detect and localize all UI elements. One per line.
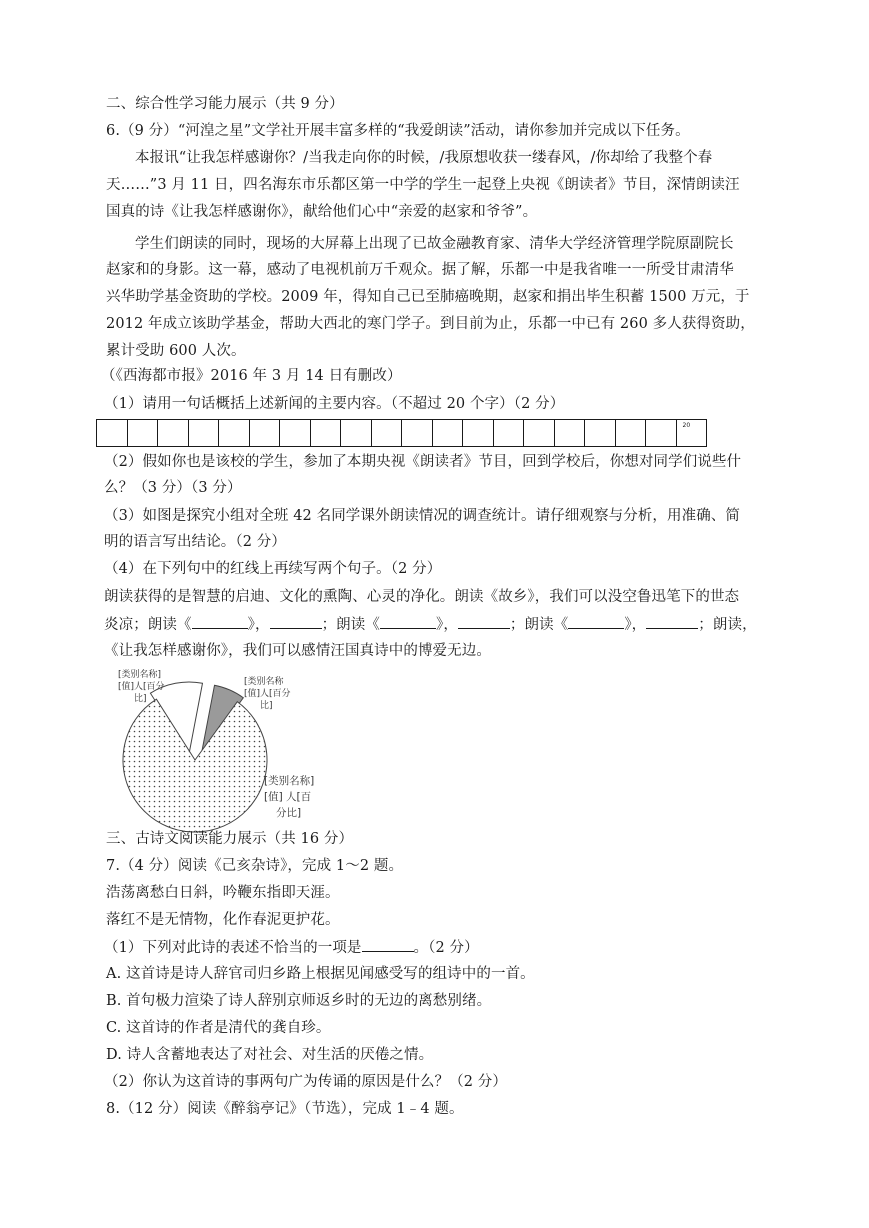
answer-cell[interactable]	[158, 420, 189, 446]
q6-passage-line: 国真的诗《让我怎样感谢你》，献给他们心中“亲爱的赵家和爷爷”。	[106, 204, 538, 220]
answer-cell[interactable]	[341, 420, 372, 446]
reading-survey-pie-chart	[112, 664, 342, 836]
q6-passage-line: 赵家和的身影。这一幕，感动了电视机前万千观众。据了解，乐都一中是我省唯一一所受甘肃清华	[106, 262, 734, 278]
q6-sub3-line: 明的语言写出结论。（2 分）	[104, 534, 286, 550]
fill-blank[interactable]	[192, 614, 248, 629]
answer-cell[interactable]	[250, 420, 281, 446]
option-b: B. 首句极力渲染了诗人辞别京师返乡时的无边的离愁别绪。	[106, 993, 492, 1009]
pie-label: [值]人[百分	[244, 689, 291, 699]
answer-cell[interactable]	[189, 420, 220, 446]
pie-label: [值]人[百分	[118, 682, 165, 692]
q6-stem: 6.（9 分）“河湟之星”文学社开展丰富多样的“我爱朗读”活动，请你参加并完成以下任务。	[106, 123, 690, 139]
q6-passage-line: 天……”3 月 11 日，四名海东市乐都区第一中学的学生一起登上央视《朗读者》节目，深情朗读汪	[106, 177, 740, 193]
q6-passage-line: 2012 年成立该助学基金，帮助大西北的寒门学子。到目前为止，乐都一中已有 260 多人获得资助，	[106, 316, 755, 332]
answer-cell[interactable]	[128, 420, 159, 446]
pie-label: [类别名称	[244, 677, 284, 687]
pie-label: 比]	[134, 694, 147, 704]
answer-cell[interactable]	[311, 420, 342, 446]
q6-passage-line: 本报讯“让我怎样感谢你？/当我走向你的时候，/我原想收获一缕春风，/你却给了我整个春	[135, 150, 713, 166]
answer-cell[interactable]	[402, 420, 433, 446]
pie-label: [值] 人[百	[264, 791, 312, 803]
fill-blank[interactable]	[646, 614, 698, 629]
answer-cell[interactable]	[97, 420, 128, 446]
answer-cell-20[interactable]	[677, 420, 708, 446]
fill-blank[interactable]	[568, 614, 624, 629]
q6-sub1: （1）请用一句话概括上述新闻的主要内容。（不超过 20 个字）（2 分）	[104, 396, 565, 412]
q6-passage-line: 兴华助学基金资助的学校。2009 年，得知自己已至肺癌晚期，赵家和捐出毕生积蓄 1500 万元，于	[106, 289, 750, 305]
grid-count-mark: 20	[682, 422, 691, 429]
pie-label: 分比]	[276, 807, 302, 819]
q6-sub4-sentence: 朗读获得的是智慧的启迪、文化的熏陶、心灵的净化。朗读《故乡》，我们可以没空鲁迅笔下的世态	[104, 589, 740, 605]
q6-sub3-line: （3）如图是探究小组对全班 42 名同学课外朗读情况的调查统计。请仔细观察与分析，用准确、简	[104, 508, 740, 524]
answer-cell[interactable]	[463, 420, 494, 446]
q6-passage-line: 累计受助 600 人次。	[106, 343, 246, 359]
q6-sub4: （4）在下列句中的红线上再续写两个句子。（2 分）	[104, 561, 442, 577]
fill-blank[interactable]	[380, 614, 436, 629]
q6-passage-line: 学生们朗读的同时，现场的大屏幕上出现了已故金融教育家、清华大学经济管理学院原副院长	[135, 236, 734, 252]
poem-line: 浩荡离愁白日斜，吟鞭东指即天涯。	[106, 885, 340, 901]
q7-stem: 7.（4 分）阅读《己亥杂诗》，完成 1～2 题。	[106, 858, 404, 874]
answer-cell[interactable]	[372, 420, 403, 446]
fill-blank[interactable]	[362, 937, 414, 952]
fill-blank[interactable]	[458, 614, 510, 629]
pie-label: [类别名称]	[264, 775, 315, 787]
fill-blank[interactable]	[270, 614, 322, 629]
option-c: C. 这首诗的作者是清代的龚自珍。	[106, 1020, 331, 1036]
section2-heading: 二、综合性学习能力展示（共 9 分）	[106, 96, 344, 112]
q6-sub2-line: 么？（3 分）（3 分）	[104, 480, 242, 496]
q7-sub2: （2）你认为这首诗的事两句广为传诵的原因是什么？（2 分）	[104, 1074, 507, 1090]
pie-label: [类别名称]	[118, 670, 162, 680]
option-a: A. 这首诗是诗人辞官司归乡路上根据见闻感受写的组诗中的一首。	[106, 966, 535, 982]
option-d: D. 诗人含蓄地表达了对社会、对生活的厌倦之情。	[106, 1047, 434, 1063]
q7-sub1: （1）下列对此诗的表述不恰当的一项是 。（2 分）	[104, 937, 479, 958]
answer-cell[interactable]	[280, 420, 311, 446]
answer-cell[interactable]	[585, 420, 616, 446]
answer-cell[interactable]	[494, 420, 525, 446]
answer-grid[interactable]	[96, 419, 707, 447]
pie-label: 比]	[260, 701, 273, 711]
answer-cell[interactable]	[524, 420, 555, 446]
answer-cell[interactable]	[646, 420, 677, 446]
answer-cell[interactable]	[616, 420, 647, 446]
q6-source: （《西海都市报》2016 年 3 月 14 日有删改）	[101, 368, 402, 384]
poem-line: 落红不是无情物，化作春泥更护花。	[106, 912, 340, 928]
section3-heading: 三、古诗文阅读能力展示（共 16 分）	[106, 831, 354, 847]
answer-cell[interactable]	[433, 420, 464, 446]
answer-cell[interactable]	[555, 420, 586, 446]
q6-sub2-line: （2）假如你也是该校的学生，参加了本期央视《朗读者》节目，回到学校后，你想对同学们说些什	[104, 454, 742, 470]
answer-cell[interactable]	[219, 420, 250, 446]
q6-sub4-sentence-blanks: 炎凉；朗读《 》， ；朗读《 》， ；朗读《 》， ；朗读，	[104, 614, 757, 635]
q8-stem: 8.（12 分）阅读《醉翁亭记》（节选），完成 1﹣4 题。	[106, 1101, 464, 1117]
q6-sub4-sentence: 《让我怎样感谢你》，我们可以感情汪国真诗中的博爱无边。	[104, 643, 491, 659]
